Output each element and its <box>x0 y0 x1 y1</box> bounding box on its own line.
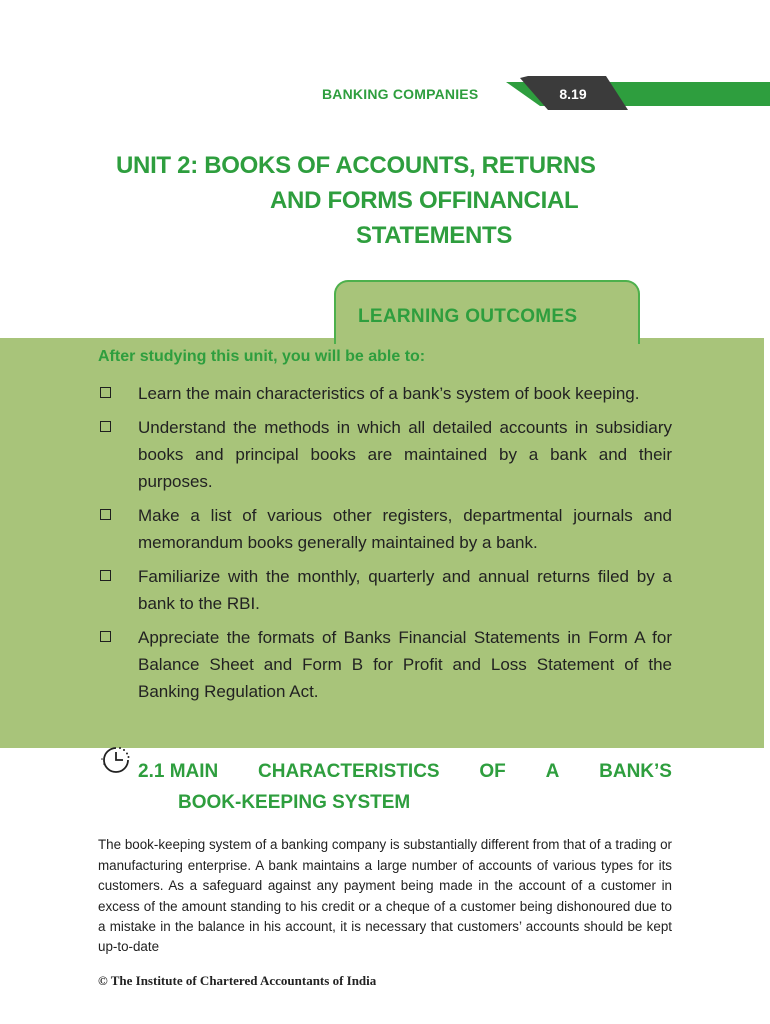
checkbox-bullet-icon <box>100 631 111 642</box>
unit-title-line-3: STATEMENTS <box>356 222 513 249</box>
list-item <box>98 380 672 407</box>
section-heading-word: BANK’S <box>599 761 672 782</box>
section-heading-word: A <box>545 761 560 782</box>
unit-title-line-2: AND FORMS OFFINANCIAL <box>270 187 579 214</box>
learning-outcomes-intro: After studying this unit, you will be able to: <box>98 348 426 365</box>
section-heading-line-2: BOOK-KEEPING SYSTEM <box>178 792 411 813</box>
body-paragraph: The book-keeping system of a banking company is substantially different from that of a trading or manufacturing enterprise. A bank maintains a large number of accounts of various types for its customers. As a safeguard against any payment being made in the account of a customer in excess of the amount standing to his credit or a cheque of a customer being dishonoured due to a mistake in the balance in his account, it is necessary that customers’ accounts should be kept up-to-date <box>98 837 672 955</box>
list-item-text: Appreciate the formats of Banks Financial Statements in Form A for Balance Sheet and Form B for Profit and Loss Statement of the Banking Regulation Act. <box>138 628 672 701</box>
unit-title <box>110 148 670 253</box>
learning-outcomes-list <box>98 380 672 712</box>
list-item <box>98 624 672 705</box>
list-item-text: Familiarize with the monthly, quarterly and annual returns filed by a bank to the RBI. <box>138 567 672 613</box>
list-item <box>98 502 672 556</box>
footer-copyright: © The Institute of Chartered Accountants of India <box>98 973 377 988</box>
learning-outcomes-heading: LEARNING OUTCOMES <box>358 306 578 327</box>
section-heading-word: 2.1 MAIN <box>138 761 219 782</box>
list-item <box>98 563 672 617</box>
list-item-text: Make a list of various other registers, departmental journals and memorandum books generally maintained by a bank. <box>138 506 672 552</box>
list-item-text: Understand the methods in which all detailed accounts in subsidiary books and principal books are maintained by a bank and their purposes. <box>138 418 672 491</box>
section-heading <box>138 756 672 818</box>
list-item-text: Learn the main characteristics of a bank’s system of book keeping. <box>138 384 640 403</box>
list-item <box>98 414 672 495</box>
page-number: 8.19 <box>559 86 587 102</box>
checkbox-bullet-icon <box>100 509 111 520</box>
checkbox-bullet-icon <box>100 387 111 398</box>
section-heading-word: OF <box>479 761 506 782</box>
clock-icon <box>98 742 134 778</box>
section-heading-word: CHARACTERISTICS <box>258 761 440 782</box>
checkbox-bullet-icon <box>100 421 111 432</box>
unit-title-line-1: UNIT 2: BOOKS OF ACCOUNTS, RETURNS <box>116 152 596 179</box>
checkbox-bullet-icon <box>100 570 111 581</box>
running-header: BANKING COMPANIES <box>322 86 479 102</box>
